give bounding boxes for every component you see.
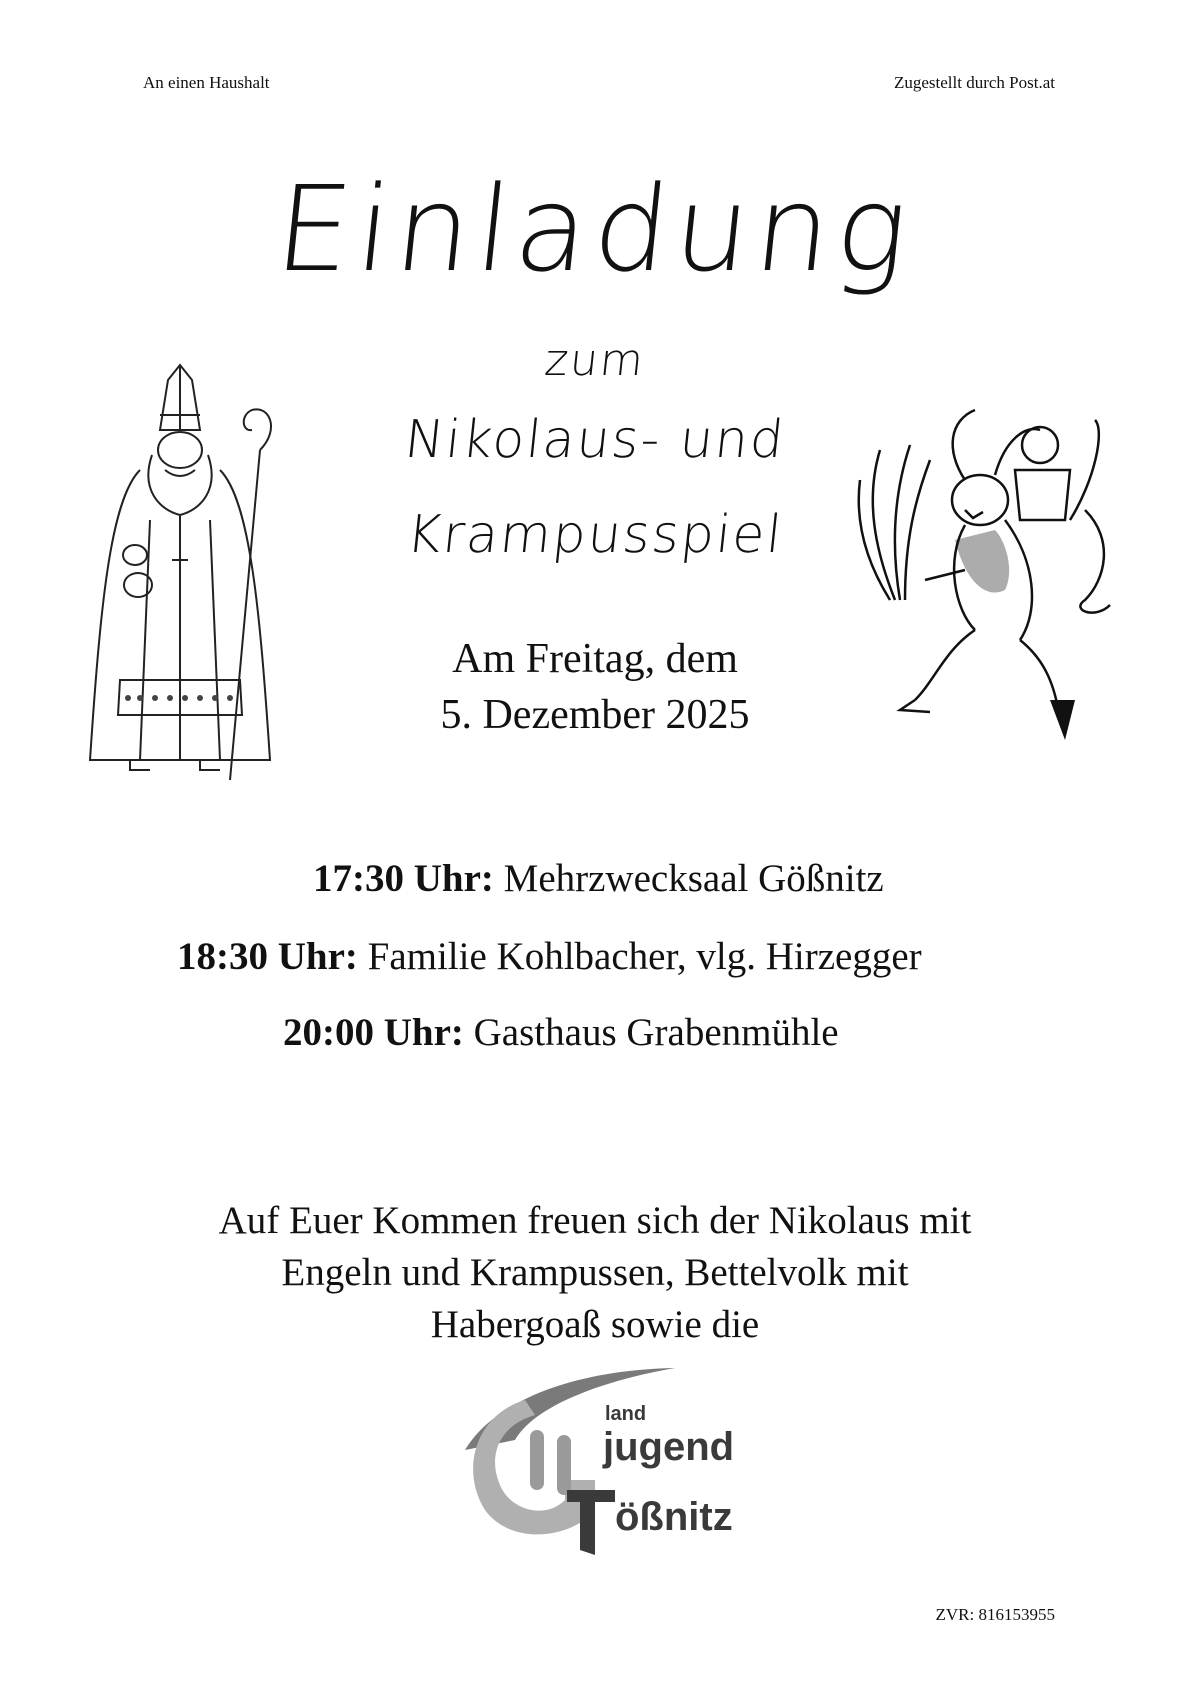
landjugend-logo [455,1360,815,1560]
logo-text-land: land [605,1403,647,1425]
schedule-row-2 [177,934,922,979]
header-right-text: Zugestellt durch Post.at [893,73,1055,92]
schedule-place: Gasthaus Grabenmühle [463,1011,839,1054]
footer-zvr: ZVR: 816153955 [935,1605,1055,1624]
date-line-2: 5. Dezember 2025 [440,692,750,738]
date-line-1: Am Freitag, dem [452,636,738,682]
subtitle-zum: zum [542,335,648,386]
header-left-text: An einen Haushalt [143,73,270,92]
schedule-row-3 [283,1010,839,1055]
page-title: Einladung [269,160,921,298]
logo-text-place: ößnitz [615,1495,733,1539]
schedule-time: 20:00 Uhr: [283,1011,464,1054]
schedule-place: Familie Kohlbacher, vlg. Hirzegger [357,935,922,978]
closing-line-3: Habergoaß sowie die [430,1303,760,1346]
schedule-time: 17:30 Uhr: [313,857,494,900]
subtitle-line-2: Krampusspiel [403,505,787,565]
logo-text-jugend: jugend [603,1425,735,1469]
closing-line-2: Engeln und Krampussen, Bettelvolk mit [281,1251,909,1294]
schedule-place: Mehrzwecksaal Gößnitz [493,857,884,900]
closing-line-1: Auf Euer Kommen freuen sich der Nikolaus mit [218,1199,972,1242]
subtitle-line-1: Nikolaus- und [401,410,789,470]
schedule-time: 18:30 Uhr: [177,935,358,978]
schedule-row-1 [313,856,884,901]
closing-text [0,1195,1190,1351]
